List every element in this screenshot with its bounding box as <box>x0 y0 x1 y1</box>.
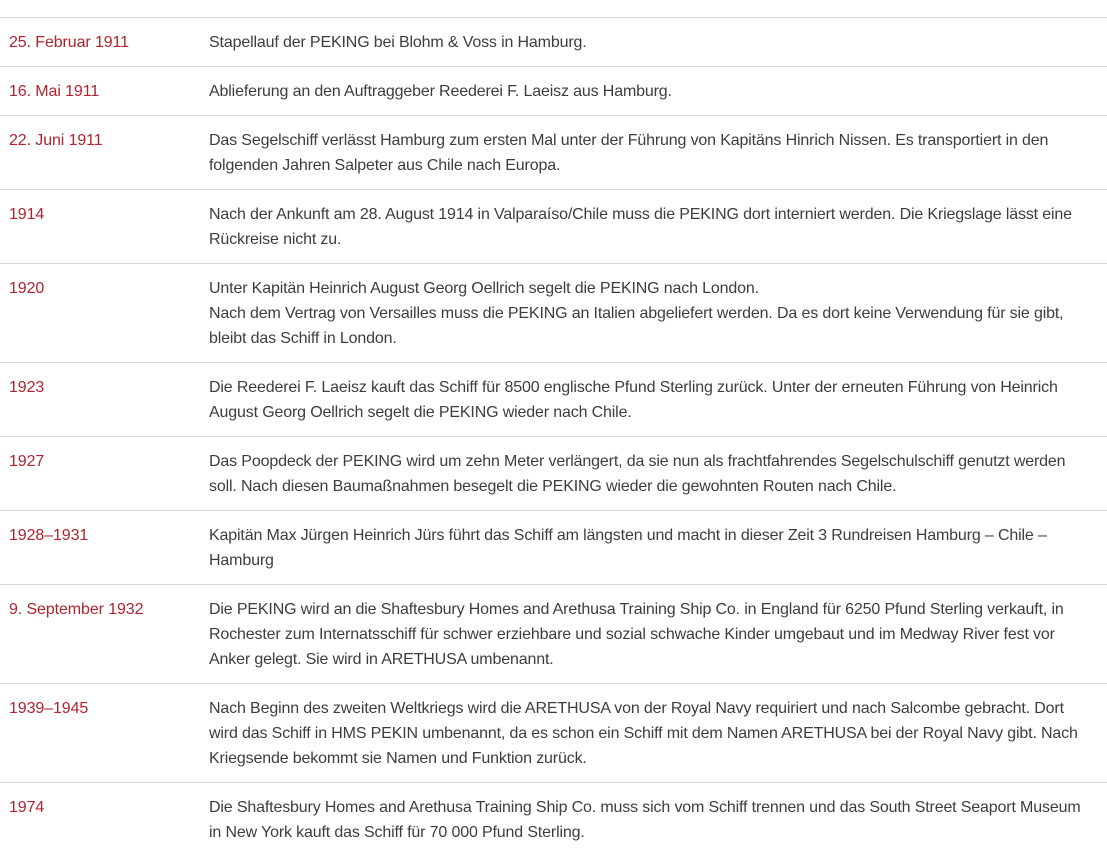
description-line: Die Shaftesbury Homes and Arethusa Training Ship Co. muss sich vom Schiff trennen und das South Street Seaport Museum in New York kauft das Schiff für 70 000 Pfund Sterling. <box>209 799 1081 841</box>
timeline-table <box>0 17 1107 856</box>
timeline-description <box>209 30 1107 55</box>
timeline-description <box>209 795 1107 845</box>
timeline-date: 9. September 1932 <box>9 601 144 618</box>
timeline-date: 1920 <box>9 280 45 297</box>
timeline-row <box>0 511 1107 585</box>
timeline-row <box>0 783 1107 856</box>
timeline-row <box>0 116 1107 190</box>
timeline-date: 22. Juni 1911 <box>9 132 103 149</box>
timeline-row <box>0 67 1107 116</box>
description-line: Die PEKING wird an die Shaftesbury Homes and Arethusa Training Ship Co. in England für 6250 Pfund Sterling verkauft, in Rochester zum Internatsschiff für schwer erziehbare und sozial schwache Kinder umgebaut und im Medway River fest vor Anker gelegt. Sie wird in ARETHUSA umbenannt. <box>209 601 1064 668</box>
timeline-description <box>209 128 1107 178</box>
timeline-description <box>209 375 1107 425</box>
description-line: Nach dem Vertrag von Versailles muss die PEKING an Italien abgeliefert werden. Da es dort keine Verwendung für sie gibt, bleibt das Schiff in London. <box>209 305 1064 347</box>
timeline-row <box>0 363 1107 437</box>
timeline-date: 1928–1931 <box>9 527 89 544</box>
description-line: Stapellauf der PEKING bei Blohm & Voss in Hamburg. <box>209 34 587 51</box>
description-line: Kapitän Max Jürgen Heinrich Jürs führt das Schiff am längsten und macht in dieser Zeit 3 Rundreisen Hamburg – Chile – Hamburg <box>209 527 1047 569</box>
timeline-description <box>209 597 1107 672</box>
timeline-date: 1939–1945 <box>9 700 89 717</box>
timeline-description <box>209 523 1107 573</box>
timeline-date: 1914 <box>9 206 45 223</box>
description-line: Das Segelschiff verlässt Hamburg zum ersten Mal unter der Führung von Kapitäns Hinrich Nissen. Es transportiert in den folgenden Jahren Salpeter aus Chile nach Europa. <box>209 132 1049 174</box>
description-line: Nach der Ankunft am 28. August 1914 in Valparaíso/Chile muss die PEKING dort interniert werden. Die Kriegslage lässt eine Rückreise nicht zu. <box>209 206 1072 248</box>
description-line: Nach Beginn des zweiten Weltkriegs wird die ARETHUSA von der Royal Navy requiriert und nach Salcombe gebracht. Dort wird das Schiff in HMS PEKIN umbenannt, da es schon ein Schiff mit dem Namen ARETHUSA bei der Royal Navy gibt. Nach Kriegsende bekommt sie Namen und Funktion zurück. <box>209 700 1078 767</box>
timeline-row <box>0 18 1107 67</box>
timeline-description <box>209 449 1107 499</box>
description-line: Das Poopdeck der PEKING wird um zehn Meter verlängert, da sie nun als frachtfahrendes Segelschulschiff genutzt werden soll. Nach diesen Baumaßnahmen besegelt die PEKING wieder die gewohnten Routen nach Chile. <box>209 453 1066 495</box>
timeline-description <box>209 276 1107 351</box>
timeline-description <box>209 696 1107 771</box>
description-line: Ablieferung an den Auftraggeber Reederei F. Laeisz aus Hamburg. <box>209 83 672 100</box>
timeline-row <box>0 684 1107 783</box>
timeline-row <box>0 585 1107 684</box>
timeline-row <box>0 190 1107 264</box>
timeline-date: 1974 <box>9 799 45 816</box>
description-line: Die Reederei F. Laeisz kauft das Schiff für 8500 englische Pfund Sterling zurück. Unter der erneuten Führung von Heinrich August Georg Oellrich segelt die PEKING wieder nach Chile. <box>209 379 1058 421</box>
timeline-description <box>209 79 1107 104</box>
timeline-date: 1927 <box>9 453 45 470</box>
timeline-row <box>0 437 1107 511</box>
timeline-date: 25. Februar 1911 <box>9 34 129 51</box>
timeline-description <box>209 202 1107 252</box>
timeline-date: 16. Mai 1911 <box>9 83 100 100</box>
timeline-date: 1923 <box>9 379 45 396</box>
timeline-row <box>0 264 1107 363</box>
description-line: Unter Kapitän Heinrich August Georg Oellrich segelt die PEKING nach London. <box>209 280 759 297</box>
